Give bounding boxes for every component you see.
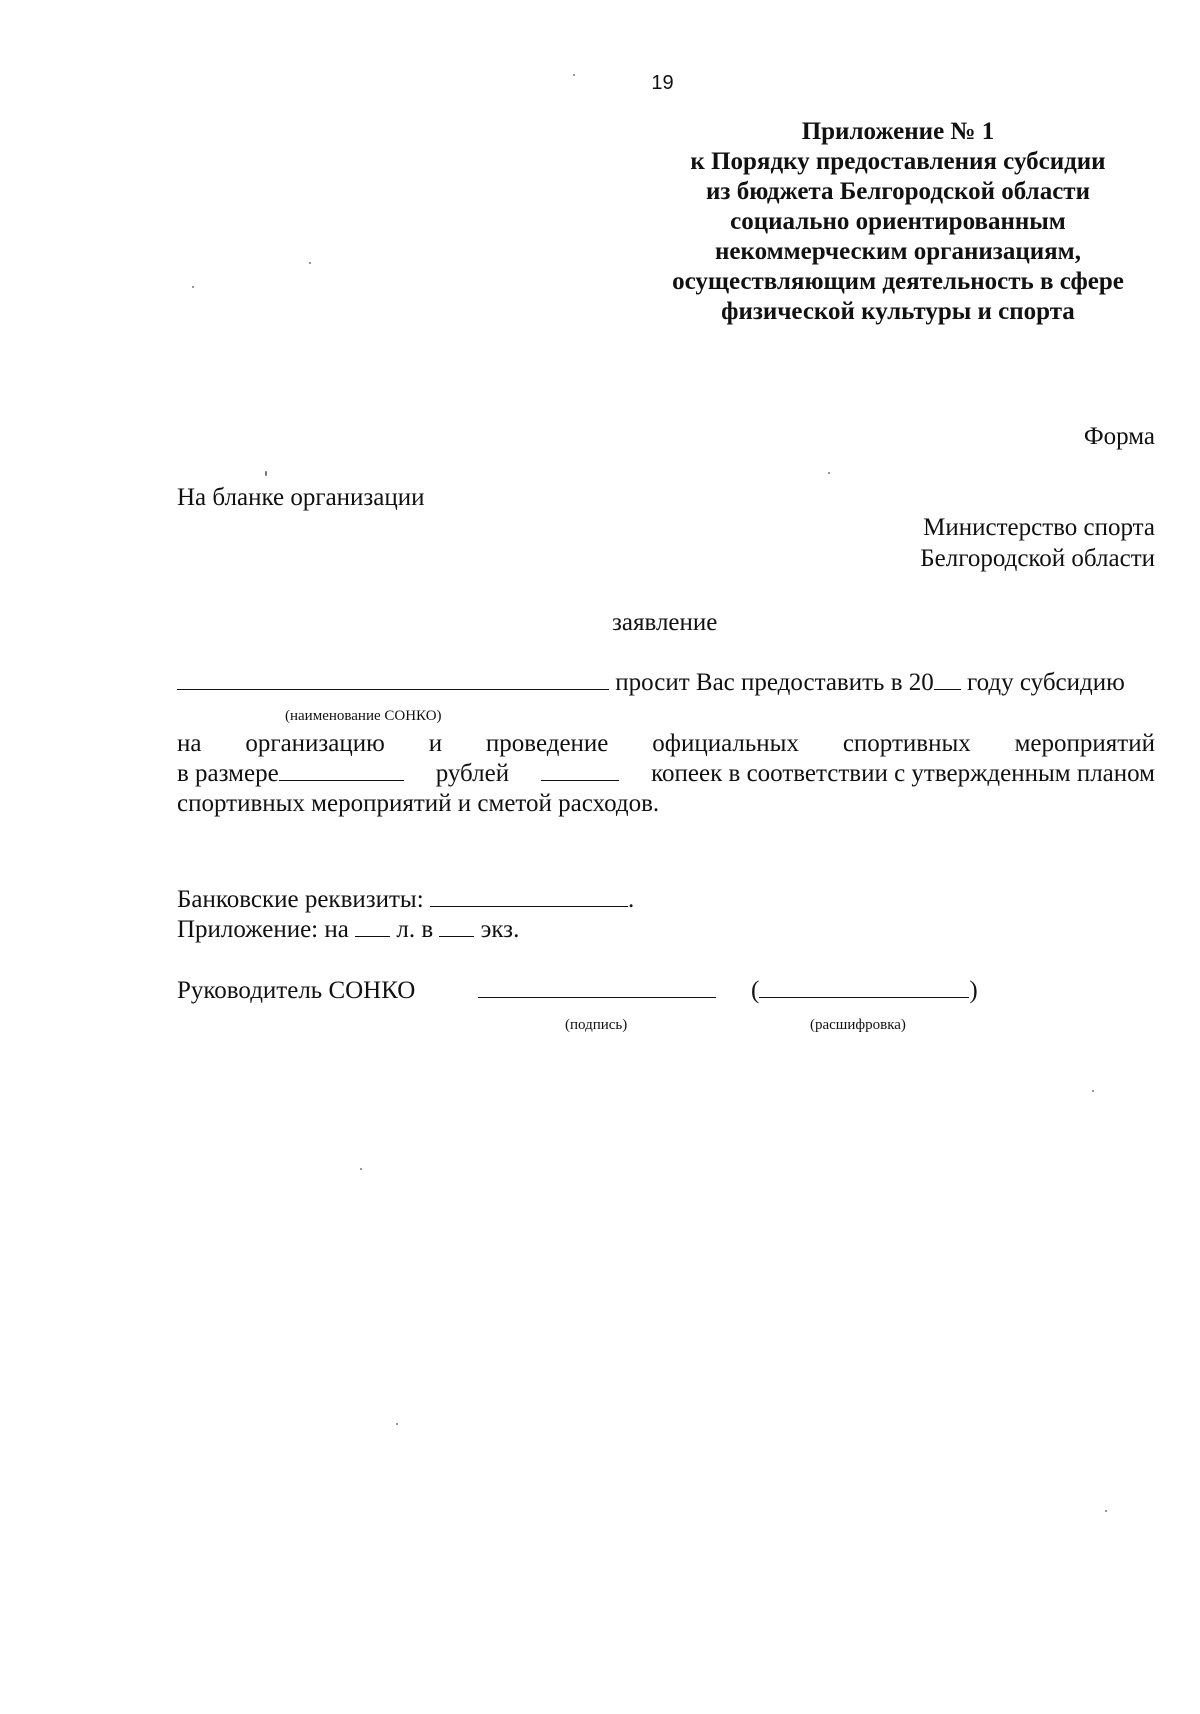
org-name-blank[interactable] <box>177 669 609 690</box>
org-name-caption: (наименование СОНКО) <box>285 708 442 724</box>
attachment-middle: л. в <box>396 916 434 943</box>
open-paren: ( <box>751 977 760 1004</box>
request-text: просит Вас предоставить в 20 <box>615 669 934 696</box>
signature-blank[interactable] <box>478 977 716 998</box>
request-word: организацию <box>245 730 385 757</box>
amount-label: в размере <box>177 760 279 787</box>
bank-details-blank[interactable] <box>430 886 628 907</box>
request-row-2 <box>177 730 1155 758</box>
name-decode-area <box>751 977 978 1005</box>
rubles-label: рублей <box>435 760 510 787</box>
attachment-suffix: экз. <box>480 916 520 943</box>
request-word: мероприятий <box>1014 730 1155 757</box>
scan-speck <box>396 1423 398 1425</box>
scan-speck <box>192 286 194 288</box>
copies-blank[interactable] <box>439 916 474 937</box>
request-word: спортивных <box>842 730 971 757</box>
appendix-line: осуществляющим деятельность в сфере <box>672 268 1124 295</box>
scan-speck <box>265 471 267 476</box>
request-year-text: году субсидию <box>967 669 1125 696</box>
scan-speck <box>360 1168 362 1170</box>
form-label: Форма <box>1083 423 1155 450</box>
scan-speck <box>1105 1510 1107 1512</box>
bank-details-label: Банковские реквизиты: <box>177 886 424 913</box>
scan-speck <box>573 74 575 76</box>
bank-details-end: . <box>627 886 635 913</box>
scan-speck <box>828 472 830 474</box>
recipient-line-1: Министерство спорта <box>923 514 1155 541</box>
signature-label: Руководитель СОНКО <box>177 977 416 1004</box>
request-row-4: спортивных мероприятий и сметой расходов. <box>177 790 660 817</box>
year-blank[interactable] <box>934 669 961 690</box>
request-word: проведение <box>485 730 609 757</box>
name-decode-blank[interactable] <box>759 977 969 998</box>
recipient-line-2: Белгородской области <box>920 545 1155 572</box>
signature-caption: (подпись) <box>565 1017 628 1033</box>
scan-speck <box>1092 1090 1094 1092</box>
request-row-3 <box>177 760 1155 788</box>
request-word: на <box>177 730 202 757</box>
appendix-header <box>618 117 1178 327</box>
appendix-line: из бюджета Белгородской области <box>706 178 1090 205</box>
request-word: и <box>428 730 443 757</box>
rubles-blank[interactable] <box>279 760 404 781</box>
appendix-line: к Порядку предоставления субсидии <box>690 148 1106 175</box>
attachment-row <box>177 916 519 944</box>
scan-speck <box>309 262 311 264</box>
request-word: официальных <box>652 730 799 757</box>
request-row-1 <box>177 669 1125 697</box>
appendix-line: физической культуры и спорта <box>721 298 1075 325</box>
signature-area <box>478 977 716 1005</box>
document-title: заявление <box>612 609 718 636</box>
kopecks-blank[interactable] <box>541 760 619 781</box>
close-paren: ) <box>969 977 978 1004</box>
appendix-line: Приложение № 1 <box>801 118 995 145</box>
sheets-blank[interactable] <box>355 916 390 937</box>
page-number: 19 <box>651 72 674 94</box>
bank-details-row <box>177 886 634 914</box>
attachment-prefix: Приложение: на <box>177 916 349 943</box>
letterhead-note: На бланке организации <box>177 484 425 511</box>
appendix-line: некоммерческим организациям, <box>715 238 1081 265</box>
request-row-3-rest: копеек в соответствии с утвержденным планом <box>651 760 1155 787</box>
name-decode-caption: (расшифровка) <box>810 1017 906 1033</box>
appendix-line: социально ориентированным <box>730 208 1066 235</box>
